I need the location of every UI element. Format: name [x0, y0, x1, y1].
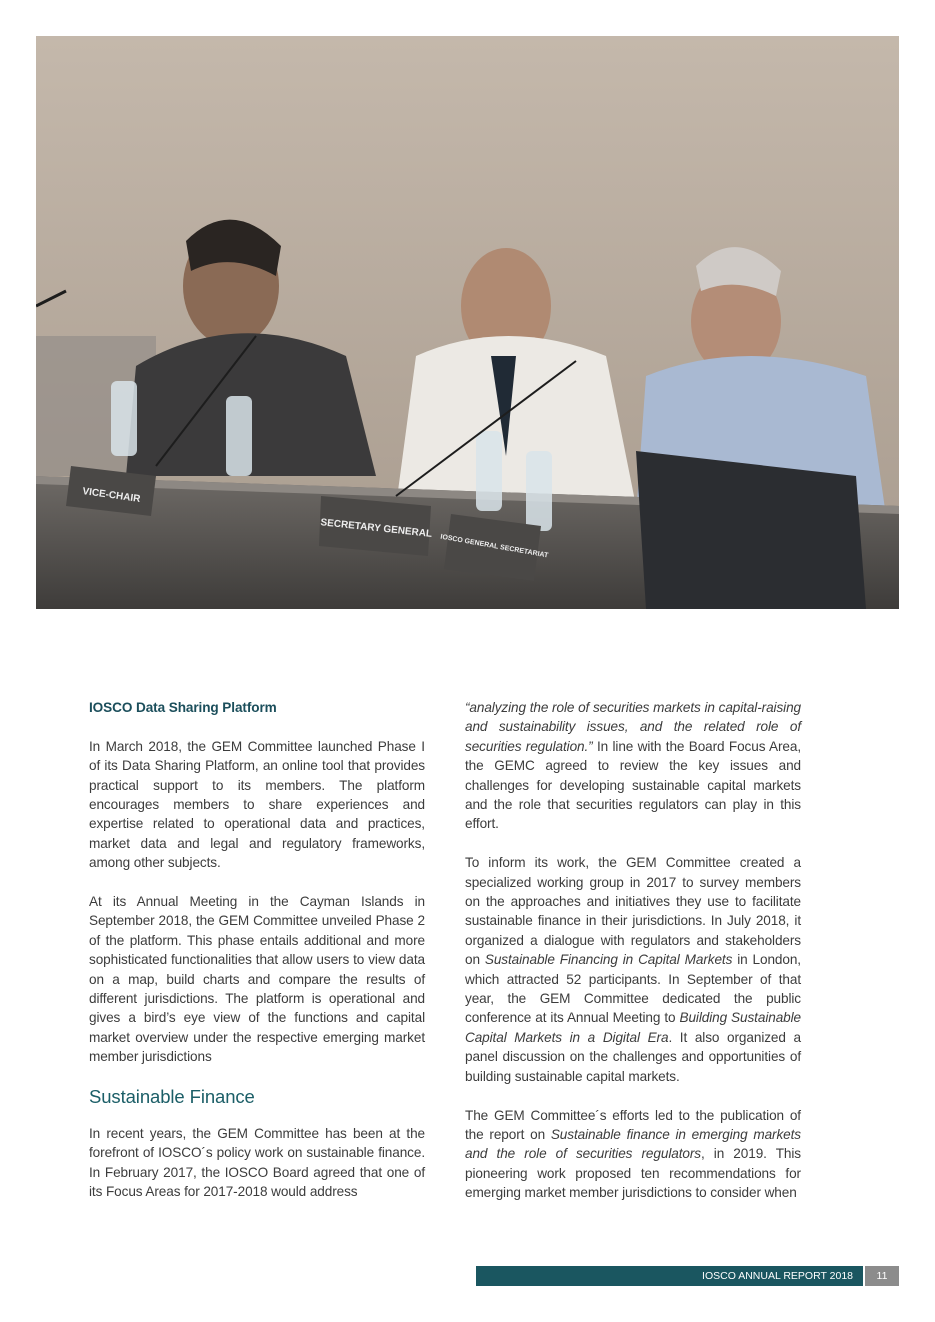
svg-text:IOSCO GENERAL SECRETARIAT: IOSCO GENERAL SECRETARIAT [439, 533, 549, 560]
left-column [89, 698, 425, 1221]
svg-text:SECRETARY GENERAL: SECRETARY GENERAL [319, 517, 433, 540]
placard-secretary-general [319, 496, 433, 556]
text-working-group-b: in London, which attracted 52 participants. In September of that year, the GEM Committee dedicated the public conference at its Annual Meeting to [465, 952, 801, 1026]
meeting-photo [36, 36, 899, 609]
title-conference: Building Sustainable Capital Markets in a Digital Era [465, 1010, 801, 1045]
page-number: 11 [865, 1266, 899, 1286]
meeting-photo-illustration [36, 36, 899, 609]
paragraph-sustainable-finance-intro: In recent years, the GEM Committee has been at the forefront of IOSCO´s policy work on sustainable finance. In February 2017, the IOSCO Board agreed that one of its Focus Areas for 2017-2018 would address [89, 1126, 425, 1200]
right-column [465, 698, 801, 1222]
text-report-a: The GEM Committee´s efforts led to the publication of the report on [465, 1107, 801, 1142]
page-footer [476, 1266, 899, 1286]
paragraph-phase-1: In March 2018, the GEM Committee launched Phase I of its Data Sharing Platform, an online tool that provides practical support to its members. The platform encourages members to share experiences and expertise related to operational data and practices, market data and legal and regulatory frameworks, among other subjects. [89, 738, 425, 871]
title-dialogue: Sustainable Financing in Capital Markets [484, 952, 733, 968]
paragraph-working-group [465, 853, 801, 1086]
paragraph-report [465, 1106, 801, 1203]
svg-text:VICE-CHAIR: VICE-CHAIR [81, 486, 142, 506]
footer-report-label: IOSCO ANNUAL REPORT 2018 [476, 1266, 863, 1286]
title-report: Sustainable finance in emerging markets and the role of securities regulators [465, 1126, 801, 1162]
paragraph-phase-2: At its Annual Meeting in the Cayman Islands in September 2018, the GEM Committee unveiled Phase 2 of the platform. This phase entails additional and more sophisticated functionalities that allow users to view data on a map, build charts and compare the results of different jurisdictions. The platform is operational and gives a bird’s eye view of the functions and capital market overview under the respective emerging market member jurisdictions [89, 894, 425, 1065]
section-title-sustainable-finance: Sustainable Finance [89, 1086, 255, 1108]
paragraph-board-focus-area [465, 698, 801, 834]
text-report-b: , in 2019. This pioneering work proposed ten recommendations for emerging market member jurisdictions to consider when [465, 1146, 802, 1201]
subheading-data-sharing-platform: IOSCO Data Sharing Platform [89, 700, 277, 715]
text-working-group-a: To inform its work, the GEM Committee created a specialized working group in 2017 to survey members on the approaches and initiatives they use to facilitate sustainable finance in their jurisdictions. In July 2018, it organized a dialogue with regulators and stakeholders on [465, 855, 801, 968]
quote-focus-area: “analyzing the role of securities markets in capital-raising and sustainability issues, and the related role of securities regulation.” [465, 700, 801, 754]
text-focus-area-rest: In line with the Board Focus Area, the GEMC agreed to review the key issues and challenges for developing sustainable capital markets and the role that securities regulators can play in this effort. [465, 738, 802, 832]
text-working-group-c: . It also organized a panel discussion on the challenges and opportunities of building sustainable capital markets. [465, 1029, 801, 1084]
